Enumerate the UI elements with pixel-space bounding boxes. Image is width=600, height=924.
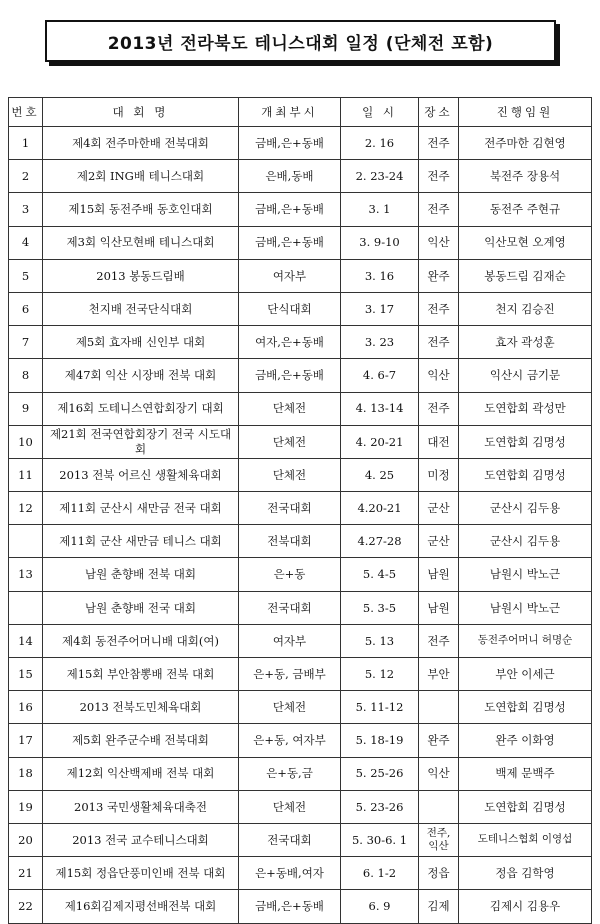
event-name: 제15회 정읍단풍미인배 전북 대회 [43,857,239,890]
event-name: 제47회 익산 시장배 전북 대회 [43,359,239,392]
event-name: 제4회 동전주어머니배 대회(여) [43,624,239,657]
event-category: 전북대회 [239,525,341,558]
event-staff: 북전주 장용석 [459,160,592,193]
title-box [45,20,556,62]
event-category: 여자부 [239,624,341,657]
row-number: 14 [9,624,43,657]
page-title: 2013년 전라북도 테니스대회 일정 (단체전 포함) [107,33,494,54]
header-staff: 진행임원 [459,98,592,127]
event-staff: 남원시 박노근 [459,558,592,591]
event-staff: 동전주 주현규 [459,193,592,226]
event-name: 제21회 전국연합회장기 전국 시도대회 [43,425,239,458]
event-date: 4. 20-21 [341,425,419,458]
row-number: 8 [9,359,43,392]
event-date: 5. 13 [341,624,419,657]
event-place: 남원 [419,591,459,624]
row-number: 20 [9,823,43,856]
event-place: 전주 [419,193,459,226]
event-place: 전주 [419,624,459,657]
table-row [9,823,592,856]
event-staff: 완주 이화영 [459,724,592,757]
table-row [9,857,592,890]
event-category: 여자,은+동배 [239,326,341,359]
table-row [9,292,592,325]
table-row [9,790,592,823]
event-place: 정읍 [419,857,459,890]
header-no: 번호 [9,98,43,127]
event-staff: 도연합회 김명성 [459,691,592,724]
event-date: 5. 3-5 [341,591,419,624]
event-date: 3. 1 [341,193,419,226]
event-place: 완주 [419,724,459,757]
event-staff: 남원시 박노근 [459,591,592,624]
table-row [9,658,592,691]
row-number [9,525,43,558]
event-category: 금배,은+동배 [239,193,341,226]
table-row [9,259,592,292]
event-staff: 효자 곽성훈 [459,326,592,359]
event-place: 익산 [419,226,459,259]
event-date: 6. 1-2 [341,857,419,890]
row-number: 10 [9,425,43,458]
event-place: 군산 [419,525,459,558]
event-staff: 봉동드림 김재순 [459,259,592,292]
header-date: 일 시 [341,98,419,127]
schedule-table [8,97,592,924]
event-name: 2013 봉동드림배 [43,259,239,292]
event-staff: 군산시 김두용 [459,525,592,558]
event-staff: 도연합회 곽성만 [459,392,592,425]
event-place: 군산 [419,492,459,525]
event-name: 제3회 익산모현배 테니스대회 [43,226,239,259]
header-row [9,98,592,127]
row-number: 13 [9,558,43,591]
event-staff: 군산시 김두용 [459,492,592,525]
row-number [9,591,43,624]
event-category: 단체전 [239,691,341,724]
table-row [9,624,592,657]
row-number: 5 [9,259,43,292]
table-row [9,226,592,259]
event-date: 3. 9-10 [341,226,419,259]
event-place: 전주 [419,392,459,425]
event-staff: 익산시 금기문 [459,359,592,392]
table-row [9,326,592,359]
event-date: 5. 30-6. 1 [341,823,419,856]
event-date: 5. 23-26 [341,790,419,823]
event-place: 익산 [419,757,459,790]
event-place [419,691,459,724]
table-row [9,724,592,757]
event-date: 6. 9 [341,890,419,923]
row-number: 3 [9,193,43,226]
event-name: 제12회 익산백제배 전북 대회 [43,757,239,790]
event-category: 단체전 [239,790,341,823]
event-category: 전국대회 [239,591,341,624]
event-category: 전국대회 [239,492,341,525]
event-date: 5. 18-19 [341,724,419,757]
event-place [419,790,459,823]
table-row [9,757,592,790]
event-staff: 부안 이세근 [459,658,592,691]
event-name: 2013 국민생활체육대축전 [43,790,239,823]
table-row [9,691,592,724]
event-place: 전주 [419,160,459,193]
table-row [9,492,592,525]
event-date: 4.20-21 [341,492,419,525]
event-staff: 익산모현 오계영 [459,226,592,259]
row-number: 2 [9,160,43,193]
event-date: 5. 11-12 [341,691,419,724]
event-name: 남원 춘향배 전국 대회 [43,591,239,624]
event-staff: 도연합회 김명성 [459,790,592,823]
event-name: 제16회김제지평선배전북 대회 [43,890,239,923]
event-place: 전주 [419,127,459,160]
event-name: 제5회 완주군수배 전북대회 [43,724,239,757]
row-number: 9 [9,392,43,425]
row-number: 7 [9,326,43,359]
header-name: 대 회 명 [43,98,239,127]
event-name: 남원 춘향배 전북 대회 [43,558,239,591]
event-name: 제2회 ING배 테니스대회 [43,160,239,193]
event-date: 4. 25 [341,458,419,491]
table-row [9,458,592,491]
event-place: 익산 [419,359,459,392]
event-category: 금배,은+동배 [239,226,341,259]
row-number: 19 [9,790,43,823]
event-category: 단식대회 [239,292,341,325]
event-category: 금배,은+동배 [239,890,341,923]
event-date: 3. 16 [341,259,419,292]
row-number: 1 [9,127,43,160]
table-row [9,359,592,392]
table-row [9,591,592,624]
event-name: 제16회 도테니스연합회장기 대회 [43,392,239,425]
row-number: 11 [9,458,43,491]
event-place: 부안 [419,658,459,691]
event-date: 2. 16 [341,127,419,160]
event-name: 제5회 효자배 신인부 대회 [43,326,239,359]
event-place: 남원 [419,558,459,591]
event-place: 전주, 익산 [419,823,459,856]
table-row [9,193,592,226]
event-name: 제11회 군산 새만금 테니스 대회 [43,525,239,558]
row-number: 6 [9,292,43,325]
event-staff: 동전주어머니 허명순 [459,624,592,657]
event-place: 전주 [419,326,459,359]
row-number: 17 [9,724,43,757]
event-place: 전주 [419,292,459,325]
table-row [9,525,592,558]
event-category: 단체전 [239,458,341,491]
event-name: 2013 전북도민체육대회 [43,691,239,724]
event-category: 단체전 [239,425,341,458]
event-date: 5. 12 [341,658,419,691]
event-date: 4. 6-7 [341,359,419,392]
event-staff: 전주마한 김현영 [459,127,592,160]
event-name: 2013 전국 교수테니스대회 [43,823,239,856]
event-name: 제11회 군산시 새만금 전국 대회 [43,492,239,525]
event-category: 전국대회 [239,823,341,856]
event-date: 3. 17 [341,292,419,325]
event-staff: 도연합회 김명성 [459,425,592,458]
row-number: 21 [9,857,43,890]
event-date: 4. 13-14 [341,392,419,425]
event-place: 미정 [419,458,459,491]
header-place: 장소 [419,98,459,127]
event-date: 5. 4-5 [341,558,419,591]
event-category: 여자부 [239,259,341,292]
event-staff: 정읍 김학영 [459,857,592,890]
event-category: 은+동 [239,558,341,591]
event-staff: 도테니스협회 이영섭 [459,823,592,856]
event-staff: 천지 김승진 [459,292,592,325]
header-category: 개최부시 [239,98,341,127]
event-place: 대전 [419,425,459,458]
event-date: 3. 23 [341,326,419,359]
event-category: 금배,은+동배 [239,127,341,160]
event-category: 단체전 [239,392,341,425]
event-staff: 백제 문백주 [459,757,592,790]
table-row [9,890,592,923]
event-category: 은+동, 여자부 [239,724,341,757]
row-number: 18 [9,757,43,790]
event-category: 은+동배,여자 [239,857,341,890]
table-row [9,127,592,160]
event-category: 은+동,금 [239,757,341,790]
event-category: 은+동, 금배부 [239,658,341,691]
event-name: 제4회 전주마한배 전북대회 [43,127,239,160]
event-date: 5. 25-26 [341,757,419,790]
event-name: 2013 전북 어르신 생활체육대회 [43,458,239,491]
table-row [9,392,592,425]
row-number: 15 [9,658,43,691]
table-row [9,558,592,591]
event-staff: 도연합회 김명성 [459,458,592,491]
row-number: 16 [9,691,43,724]
event-category: 금배,은+동배 [239,359,341,392]
event-date: 2. 23-24 [341,160,419,193]
row-number: 12 [9,492,43,525]
table-row [9,160,592,193]
row-number: 4 [9,226,43,259]
event-date: 4.27-28 [341,525,419,558]
event-staff: 김제시 김용우 [459,890,592,923]
row-number: 22 [9,890,43,923]
event-name: 천지배 전국단식대회 [43,292,239,325]
event-place: 완주 [419,259,459,292]
event-place: 김제 [419,890,459,923]
event-name: 제15회 부안참뽕배 전북 대회 [43,658,239,691]
table-row [9,425,592,458]
event-category: 은배,동배 [239,160,341,193]
event-name: 제15회 동전주배 동호인대회 [43,193,239,226]
